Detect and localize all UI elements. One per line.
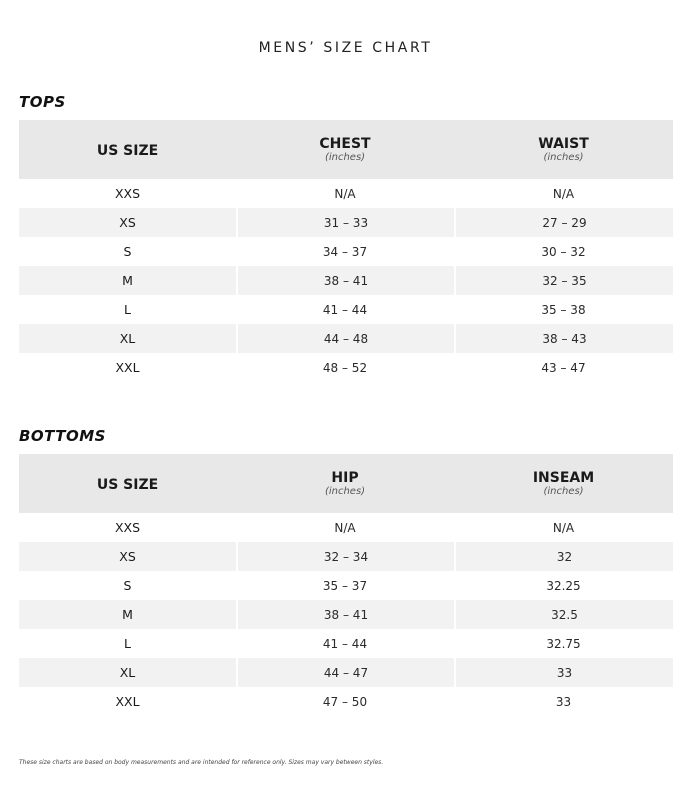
- inseam-cell: 33: [454, 658, 673, 687]
- tops-header-waist: [454, 120, 673, 179]
- header-label: WAIST: [538, 135, 589, 152]
- bottoms-size-table: [19, 454, 673, 716]
- waist-cell: 43 – 47: [541, 360, 586, 375]
- inseam-cell: 32.25: [546, 578, 581, 593]
- header-unit: (inches): [324, 485, 366, 497]
- waist-cell: 38 – 43: [454, 324, 673, 353]
- table-row: [19, 571, 673, 600]
- waist-cell: 32 – 35: [454, 266, 673, 295]
- table-row: [19, 629, 673, 658]
- size-cell: S: [123, 244, 132, 259]
- size-cell: XL: [19, 324, 236, 353]
- table-row: [19, 266, 673, 295]
- inseam-cell: 33: [555, 694, 572, 709]
- inseam-cell: 32.75: [546, 636, 581, 651]
- table-row: [19, 295, 673, 324]
- table-row: [19, 513, 673, 542]
- size-cell: L: [124, 302, 131, 317]
- bottoms-header-inseam: [454, 454, 673, 513]
- hip-cell: 35 – 37: [322, 578, 368, 593]
- size-cell: XL: [19, 658, 236, 687]
- section-label-bottoms: BOTTOMS: [19, 427, 106, 445]
- bottoms-header-hip: [236, 454, 454, 513]
- size-cell: XXL: [115, 694, 140, 709]
- header-label: HIP: [331, 469, 359, 486]
- header-label: US SIZE: [96, 477, 159, 493]
- waist-cell: 30 – 32: [541, 244, 586, 259]
- table-row: [19, 600, 673, 629]
- header-unit: (inches): [543, 485, 584, 497]
- tops-header-row: [19, 120, 673, 179]
- bottoms-header-us-size: [19, 454, 236, 513]
- hip-cell: 41 – 44: [322, 636, 368, 651]
- tops-header-chest: [236, 120, 454, 179]
- table-row: [19, 237, 673, 266]
- table-row: [19, 542, 673, 571]
- header-label: US SIZE: [96, 143, 159, 159]
- chest-cell: 34 – 37: [322, 244, 368, 259]
- waist-cell: N/A: [552, 186, 575, 201]
- table-row: [19, 324, 673, 353]
- hip-cell: 32 – 34: [236, 542, 454, 571]
- chest-cell: 48 – 52: [322, 360, 368, 375]
- inseam-cell: N/A: [552, 520, 575, 535]
- size-cell: M: [19, 266, 236, 295]
- chest-cell: N/A: [334, 186, 356, 201]
- chest-cell: 41 – 44: [322, 302, 368, 317]
- chest-cell: 31 – 33: [236, 208, 454, 237]
- size-cell: S: [123, 578, 132, 593]
- size-cell: M: [19, 600, 236, 629]
- chest-cell: 44 – 48: [236, 324, 454, 353]
- hip-cell: N/A: [334, 520, 356, 535]
- hip-cell: 38 – 41: [236, 600, 454, 629]
- waist-cell: 27 – 29: [454, 208, 673, 237]
- size-cell: XXS: [114, 186, 141, 201]
- bottoms-header-row: [19, 454, 673, 513]
- size-cell: XS: [19, 542, 236, 571]
- size-cell: L: [124, 636, 131, 651]
- size-cell: XS: [19, 208, 236, 237]
- table-row: [19, 208, 673, 237]
- table-row: [19, 658, 673, 687]
- section-label-tops: TOPS: [19, 93, 66, 111]
- header-unit: (inches): [324, 151, 366, 163]
- footnote: These size charts are based on body measurements and are intended for reference only. Sizes may vary between styles.: [19, 759, 384, 766]
- size-cell: XXL: [115, 360, 140, 375]
- chest-cell: 38 – 41: [236, 266, 454, 295]
- inseam-cell: 32: [454, 542, 673, 571]
- table-row: [19, 353, 673, 382]
- header-label: CHEST: [319, 135, 371, 152]
- table-row: [19, 179, 673, 208]
- hip-cell: 47 – 50: [322, 694, 368, 709]
- header-unit: (inches): [543, 151, 584, 163]
- tops-header-us-size: [19, 120, 236, 179]
- size-cell: XXS: [114, 520, 141, 535]
- hip-cell: 44 – 47: [236, 658, 454, 687]
- table-row: [19, 687, 673, 716]
- header-label: INSEAM: [532, 469, 595, 486]
- page-title: MENS’ SIZE CHART: [258, 40, 433, 56]
- inseam-cell: 32.5: [454, 600, 673, 629]
- tops-size-table: [19, 120, 673, 382]
- waist-cell: 35 – 38: [541, 302, 586, 317]
